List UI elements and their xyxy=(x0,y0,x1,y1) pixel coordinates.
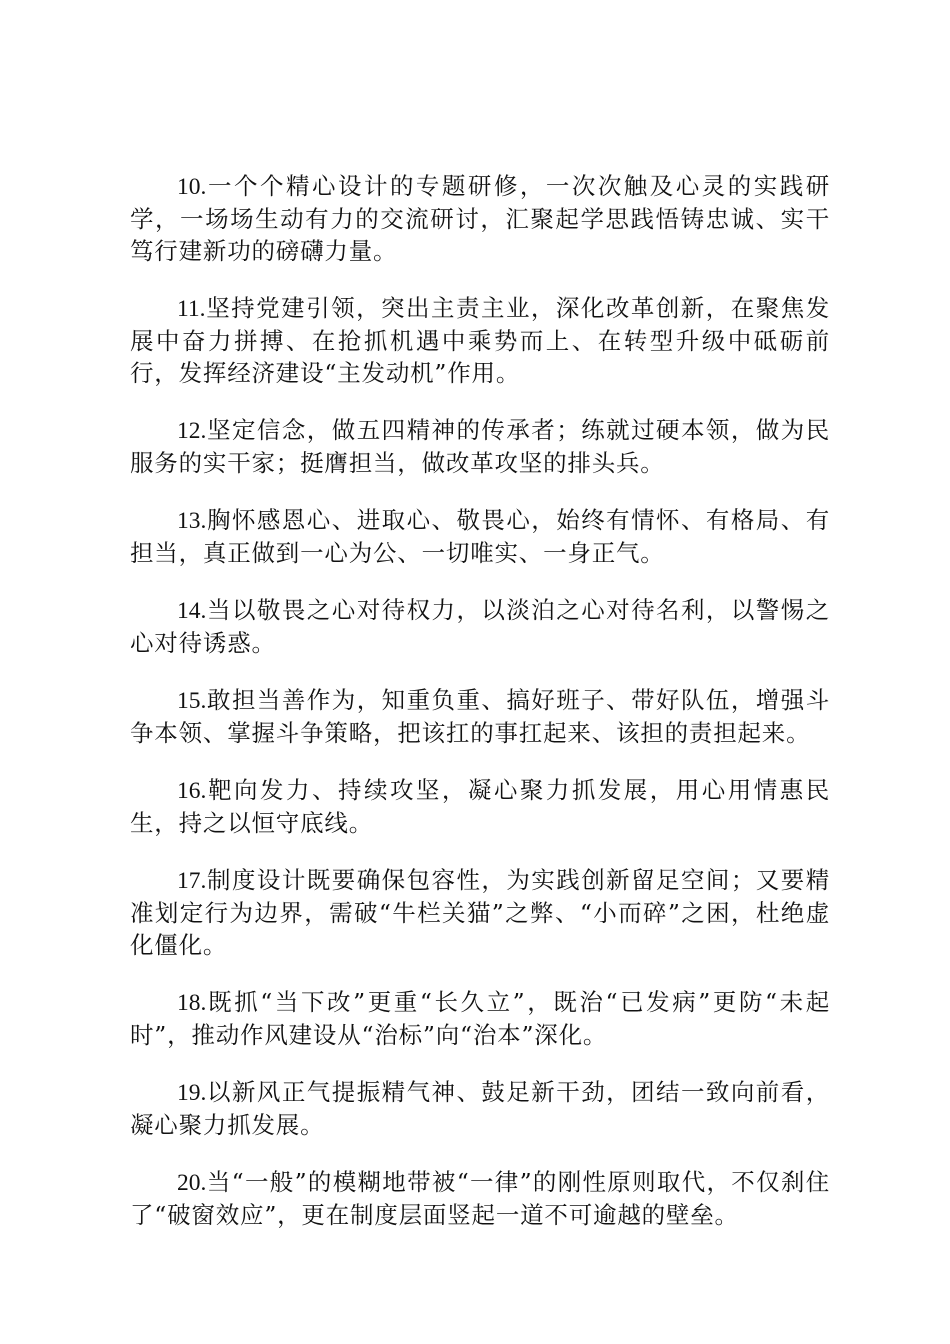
paragraph-text: 靶向发力、持续攻坚，凝心聚力抓发展，用心用情惠民生，持之以恒守底线。 xyxy=(130,776,830,837)
paragraph-number: 14. xyxy=(177,598,207,624)
paragraph-number: 18. xyxy=(177,990,207,1016)
paragraph-14 xyxy=(130,594,830,659)
paragraph-text: 当以敬畏之心对待权力，以淡泊之心对待名利，以警惕之心对待诱惑。 xyxy=(130,596,830,657)
paragraph-20 xyxy=(130,1166,830,1231)
paragraph-13 xyxy=(130,504,830,569)
paragraph-text: 一个个精心设计的专题研修，一次次触及心灵的实践研学，一场场生动有力的交流研讨，汇聚起学思践悟铸忠诚、实干笃行建新功的磅礴力量。 xyxy=(130,172,830,265)
paragraph-text: 坚定信念，做五四精神的传承者；练就过硬本领，做为民服务的实干家；挺膺担当，做改革攻坚的排头兵。 xyxy=(130,416,830,477)
paragraph-number: 20. xyxy=(177,1170,207,1196)
paragraph-text: 坚持党建引领，突出主责主业，深化改革创新，在聚焦发展中奋力拼搏、在抢抓机遇中乘势而上、在转型升级中砥砺前行，发挥经济建设“主发动机”作用。 xyxy=(130,294,830,387)
paragraph-number: 15. xyxy=(177,688,207,714)
paragraph-text: 以新风正气提振精气神、鼓足新干劲，团结一致向前看，凝心聚力抓发展。 xyxy=(130,1078,830,1139)
paragraph-number: 17. xyxy=(177,868,207,894)
paragraph-number: 19. xyxy=(177,1080,207,1106)
paragraph-12 xyxy=(130,414,830,479)
paragraph-19 xyxy=(130,1076,830,1141)
paragraph-number: 12. xyxy=(177,418,207,444)
paragraph-18 xyxy=(130,986,830,1051)
paragraph-11 xyxy=(130,292,830,389)
paragraph-number: 10. xyxy=(177,174,207,200)
paragraph-17 xyxy=(130,864,830,961)
paragraph-number: 16. xyxy=(177,778,207,804)
paragraph-number: 11. xyxy=(177,296,206,322)
paragraph-10 xyxy=(130,170,830,267)
paragraph-text: 敢担当善作为，知重负重、搞好班子、带好队伍，增强斗争本领、掌握斗争策略，把该扛的事扛起来、该担的责担起来。 xyxy=(130,686,830,747)
paragraph-text: 胸怀感恩心、进取心、敬畏心，始终有情怀、有格局、有担当，真正做到一心为公、一切唯实、一身正气。 xyxy=(130,506,830,567)
paragraph-number: 13. xyxy=(177,508,207,534)
paragraph-text: 当“一般”的模糊地带被“一律”的刚性原则取代，不仅刹住了“破窗效应”，更在制度层面竖起一道不可逾越的壁垒。 xyxy=(130,1168,830,1229)
paragraph-16 xyxy=(130,774,830,839)
paragraph-15 xyxy=(130,684,830,749)
document-body xyxy=(130,170,830,1231)
paragraph-text: 制度设计既要确保包容性，为实践创新留足空间；又要精准划定行为边界，需破“牛栏关猫”之弊、“小而碎”之困，杜绝虚化僵化。 xyxy=(130,866,830,959)
paragraph-text: 既抓“当下改”更重“长久立”，既治“已发病”更防“未起时”，推动作风建设从“治标”向“治本”深化。 xyxy=(130,988,830,1049)
